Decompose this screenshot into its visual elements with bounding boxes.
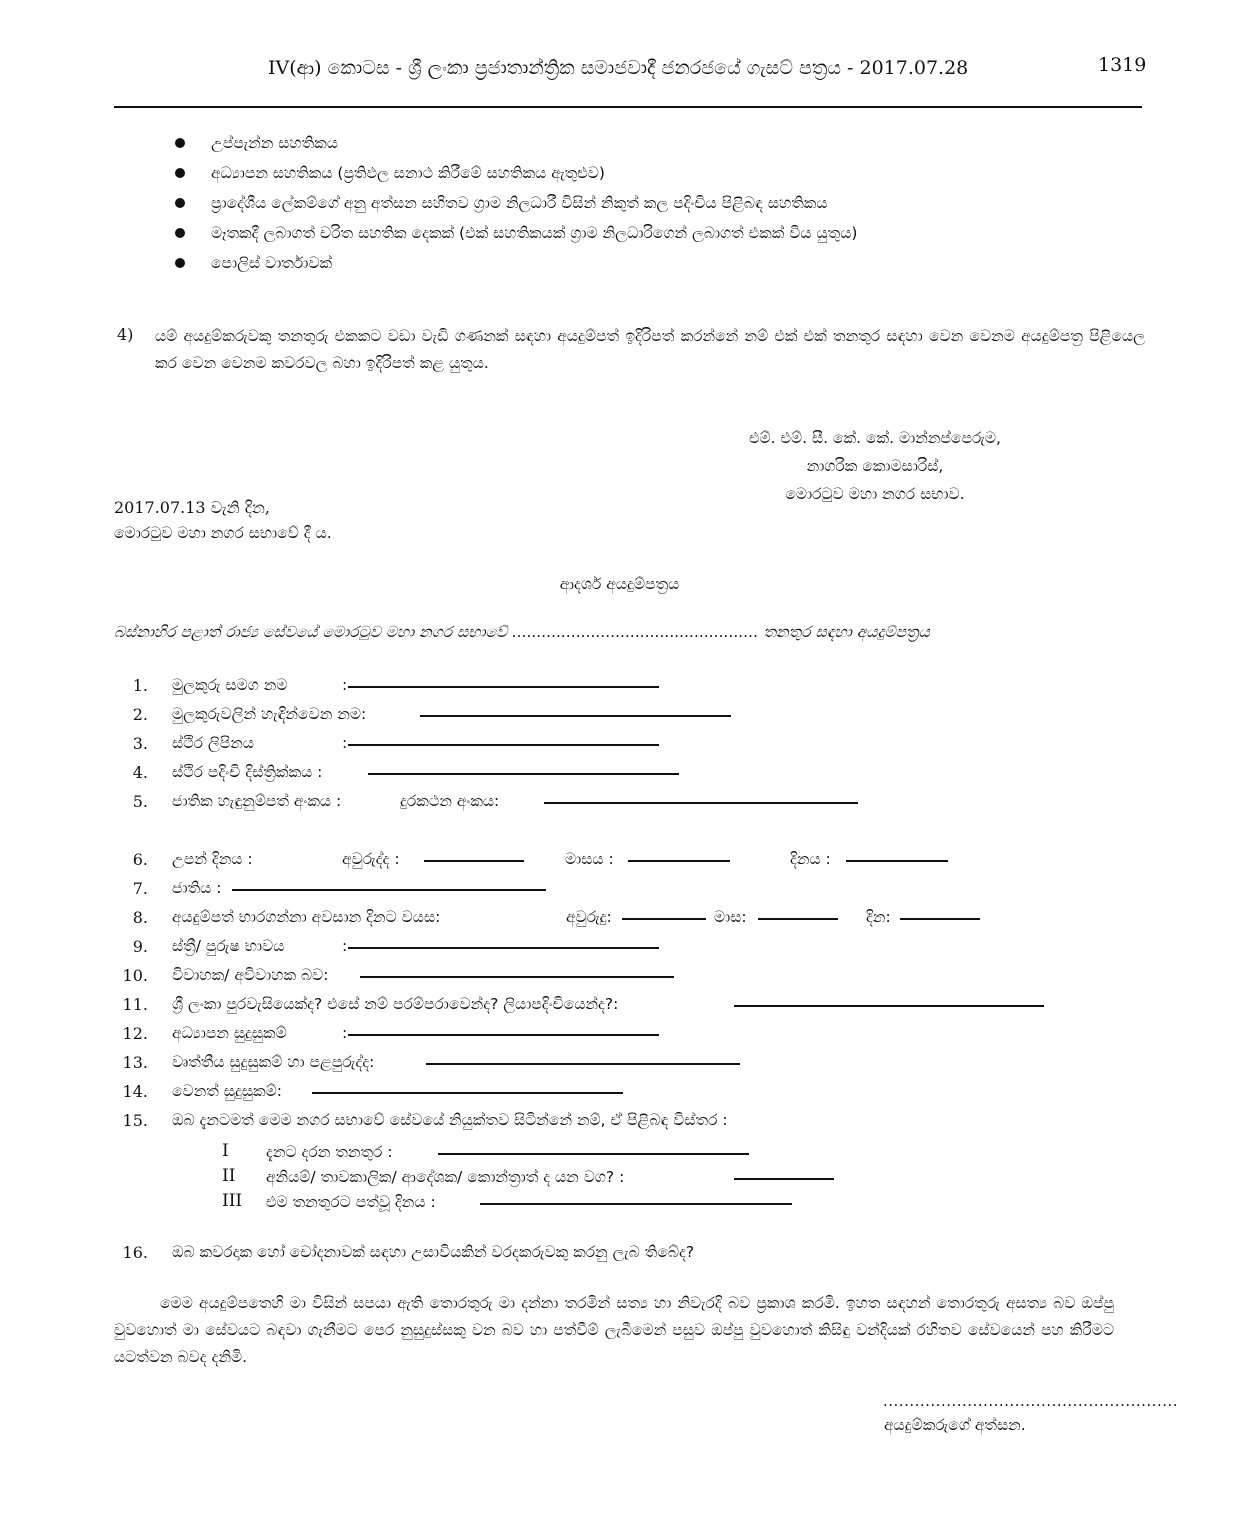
field-label: මුලකුරුවලින් හැඳින්වෙන නම: — [172, 705, 367, 723]
list-item: ප්‍රාදේශීය ලේකම්ගේ අනු අත්සන සහිතව ග්‍රාම නිලධාරී විසින් නිකුත් කල පදිංචිය පිළිබඳ සහතිකය — [170, 188, 857, 218]
dob-year-field[interactable] — [424, 860, 524, 862]
field-label: වෘත්තීය සුදුසුකම් හා පළපුරුද්ද: — [172, 1053, 375, 1071]
education-field[interactable] — [348, 1034, 659, 1036]
professional-qualifications-field[interactable] — [426, 1063, 740, 1065]
employment-type-field[interactable] — [734, 1178, 834, 1180]
field-colon: : — [342, 734, 348, 752]
form-subtitle: බස්නාහිර පළාත් රාජ්‍ය සේවයේ මොරටුව මහා නගර සභාවේ .................................................. තනතුර සඳහා අයදුම්පත්‍රය — [114, 623, 930, 641]
citizenship-field[interactable] — [734, 1005, 1044, 1007]
field-number: 1. — [132, 676, 148, 695]
document-list — [170, 128, 857, 278]
bullet-icon — [175, 258, 185, 268]
sub-item-label: අනියම්/ තාවකාලික/ ආදේශක/ කොන්ත්‍රාත් ද යන වග? : — [266, 1168, 625, 1186]
dob-month-label: මාසය : — [565, 850, 614, 868]
field-number: 12. — [122, 1024, 148, 1043]
list-item: පොලිස් වාර්තාවක් — [170, 248, 857, 278]
bullet-icon — [175, 168, 185, 178]
list-item: අධ්‍යාපන සහතිකය (ප්‍රතිඵල සනාථ කිරීමේ සහතිකය ඇතුළුව) — [170, 158, 857, 188]
sub-item-number: II — [222, 1166, 236, 1186]
field-number: 9. — [132, 937, 148, 956]
bullet-icon — [175, 198, 185, 208]
permanent-district-field[interactable] — [368, 773, 679, 775]
declaration-text: මෙම අයදුම්පතෙහි මා විසින් සපයා ඇති තොරතුරු මා දන්නා තරමින් සත්‍ය හා නිවැරදි බව ප්‍රකාශ කරමි. ඉහත සඳහන් තොරතුරු අසත්‍ය බව ඔප්පු වුවහොත් මා සේවයට බඳවා ගැනීමට පෙර නුසුදුස්සකු වන බව හා පත්වීම් ලැබීමෙන් පසුව ඔප්පු වුවහොත් කිසිඳු වන්දියක් රහිතව සේවයෙන් පහ කිරීමට යටත්වන බවද දනිමි. — [114, 1294, 1114, 1366]
field-number: 2. — [132, 705, 148, 724]
list-item: උප්පැන්න සහතිකය — [170, 128, 857, 158]
field-number: 14. — [122, 1082, 148, 1101]
field-label: මුලකුරු සමග නම — [172, 676, 288, 694]
form-title: ආදර්ශ අයදුම්පත්‍රය — [559, 575, 680, 593]
field-number: 5. — [132, 792, 148, 811]
field-colon: : — [342, 1024, 348, 1042]
page-number: 1319 — [1098, 54, 1147, 76]
name-with-initials-field[interactable] — [348, 686, 659, 688]
field-label: විවාහක/ අවිවාහක බව: — [172, 966, 329, 984]
sub-item-label: දැනට දරන තනතුර : — [266, 1143, 393, 1161]
field-number: 6. — [132, 850, 148, 869]
appointment-date-field[interactable] — [480, 1203, 792, 1205]
name-denoted-field[interactable] — [420, 715, 731, 717]
field-label: ස්ථිර පදිංචි දිස්ත්‍රික්කය : — [172, 763, 323, 781]
header-rule — [114, 106, 1142, 108]
age-days-field[interactable] — [900, 918, 980, 920]
field-number: 10. — [122, 966, 148, 985]
dob-year-label: අවුරුද්ද : — [342, 850, 400, 868]
current-post-field[interactable] — [438, 1153, 749, 1155]
dob-day-field[interactable] — [846, 860, 948, 862]
list-item: මෑතකදී ලබාගත් චරිත සහතික දෙකක් (එක් සහතිකයක් ග්‍රාම නිලධාරිගෙන් ලබාගත් එකක් විය යුතුය) — [170, 218, 857, 248]
signature-field[interactable]: ........................................................ — [883, 1392, 1179, 1410]
gender-field[interactable] — [348, 947, 659, 949]
issue-place: මොරටුව මහා නගර සභාවේ දී ය. — [114, 524, 332, 542]
field-label: උපන් දිනය : — [172, 850, 253, 868]
dob-month-field[interactable] — [628, 860, 730, 862]
field-label: ශ්‍රී ලංකා පුරවැසියෙක්ද? එසේ නම් පරම්පරාවෙන්ද? ලියාපදිංචියෙන්ද?: — [172, 995, 619, 1013]
field-label: අධ්‍යාපන සුදුසුකම් — [172, 1024, 287, 1042]
bullet-icon — [175, 138, 185, 148]
field-number: 16. — [122, 1243, 148, 1262]
field-label: වෙනත් සුදුසුකම්: — [172, 1082, 282, 1100]
signatory-block — [640, 424, 1110, 508]
age-years-label: අවුරුදු: — [566, 908, 612, 926]
signature-caption: අයදුම්කරුගේ අත්සන. — [884, 1416, 1026, 1434]
permanent-address-field[interactable] — [348, 744, 659, 746]
phone-number-field[interactable] — [544, 802, 858, 804]
gazette-header-title: IV(ආ) කොටස - ශ්‍රී ලංකා ප්‍රජාතාන්ත්‍රික සමාජවාදී ජනරජයේ ගැසට් පත්‍රය - 2017.07.28 — [268, 57, 969, 79]
age-years-field[interactable] — [622, 918, 706, 920]
marital-status-field[interactable] — [360, 976, 674, 978]
sub-item-number: III — [222, 1191, 243, 1211]
age-months-label: මාස: — [714, 908, 747, 926]
field-label: ස්ත්‍රී/ පුරුෂ භාවය — [172, 937, 285, 955]
field-number: 3. — [132, 734, 148, 753]
other-qualifications-field[interactable] — [312, 1092, 623, 1094]
signatory-office: මොරටුව මහා නගර සභාව. — [785, 485, 965, 503]
bullet-icon — [175, 228, 185, 238]
dob-day-label: දිනය : — [790, 850, 831, 868]
field-number: 13. — [122, 1053, 148, 1072]
field-label: අයදුම්පත් භාරගන්නා අවසාන දිනට වයස: — [172, 908, 441, 926]
issue-date: 2017.07.13 වැනි දින, — [114, 498, 270, 517]
paragraph-text: යම් අයදුම්කරුවකු තනතුරු එකකට වඩා වැඩි ගණනක් සඳහා අයදුම්පත් ඉදිරිපත් කරන්නේ නම් එක් එක් තනතුර සඳහා වෙන වෙනම අයදුම්පත්‍ර පිළියෙල කර වෙන වෙනම කවරවල බහා ඉදිරිපත් කළ යුතුය. — [155, 327, 1145, 372]
field-number: 8. — [132, 908, 148, 927]
signatory-title: නාගරික කොමසාරිස්, — [806, 457, 944, 475]
field-number: 4. — [132, 763, 148, 782]
field-colon: : — [342, 937, 348, 955]
field-label: ජාතික හැඳුනුම්පත් අංකය : — [172, 792, 342, 810]
age-days-label: දින: — [866, 908, 891, 926]
field-label-phone: දුරකථන අංකය: — [400, 792, 500, 810]
field-number: 11. — [122, 995, 148, 1014]
sub-item-label: එම තනතුරට පත්වූ දිනය : — [266, 1193, 436, 1211]
field-number: 15. — [122, 1111, 148, 1130]
field-colon: : — [342, 676, 348, 694]
sub-item-number: I — [222, 1141, 229, 1161]
field-label: ස්ථිර ලිපිනය — [172, 734, 254, 752]
field-label: ඔබ කවරදාක හෝ චෝදනාවක් සඳහා උසාවියකින් වරදකරුවකු කරනු ලැබ තිබේද? — [172, 1243, 695, 1261]
field-label: ඔබ දැනටමත් මෙම නගර සභාවේ සේවයේ නියුක්තව සිටින්නේ නම්, ඒ පිළිබඳ විස්තර : — [172, 1111, 728, 1129]
field-number: 7. — [132, 879, 148, 898]
field-label: ජාතිය : — [172, 879, 222, 897]
nationality-field[interactable] — [232, 889, 546, 891]
signatory-name: එම්. එම්. සී. කේ. කේ. මාන්නප්පෙරුම, — [749, 429, 1001, 447]
age-months-field[interactable] — [758, 918, 838, 920]
paragraph-number: 4) — [117, 325, 134, 344]
